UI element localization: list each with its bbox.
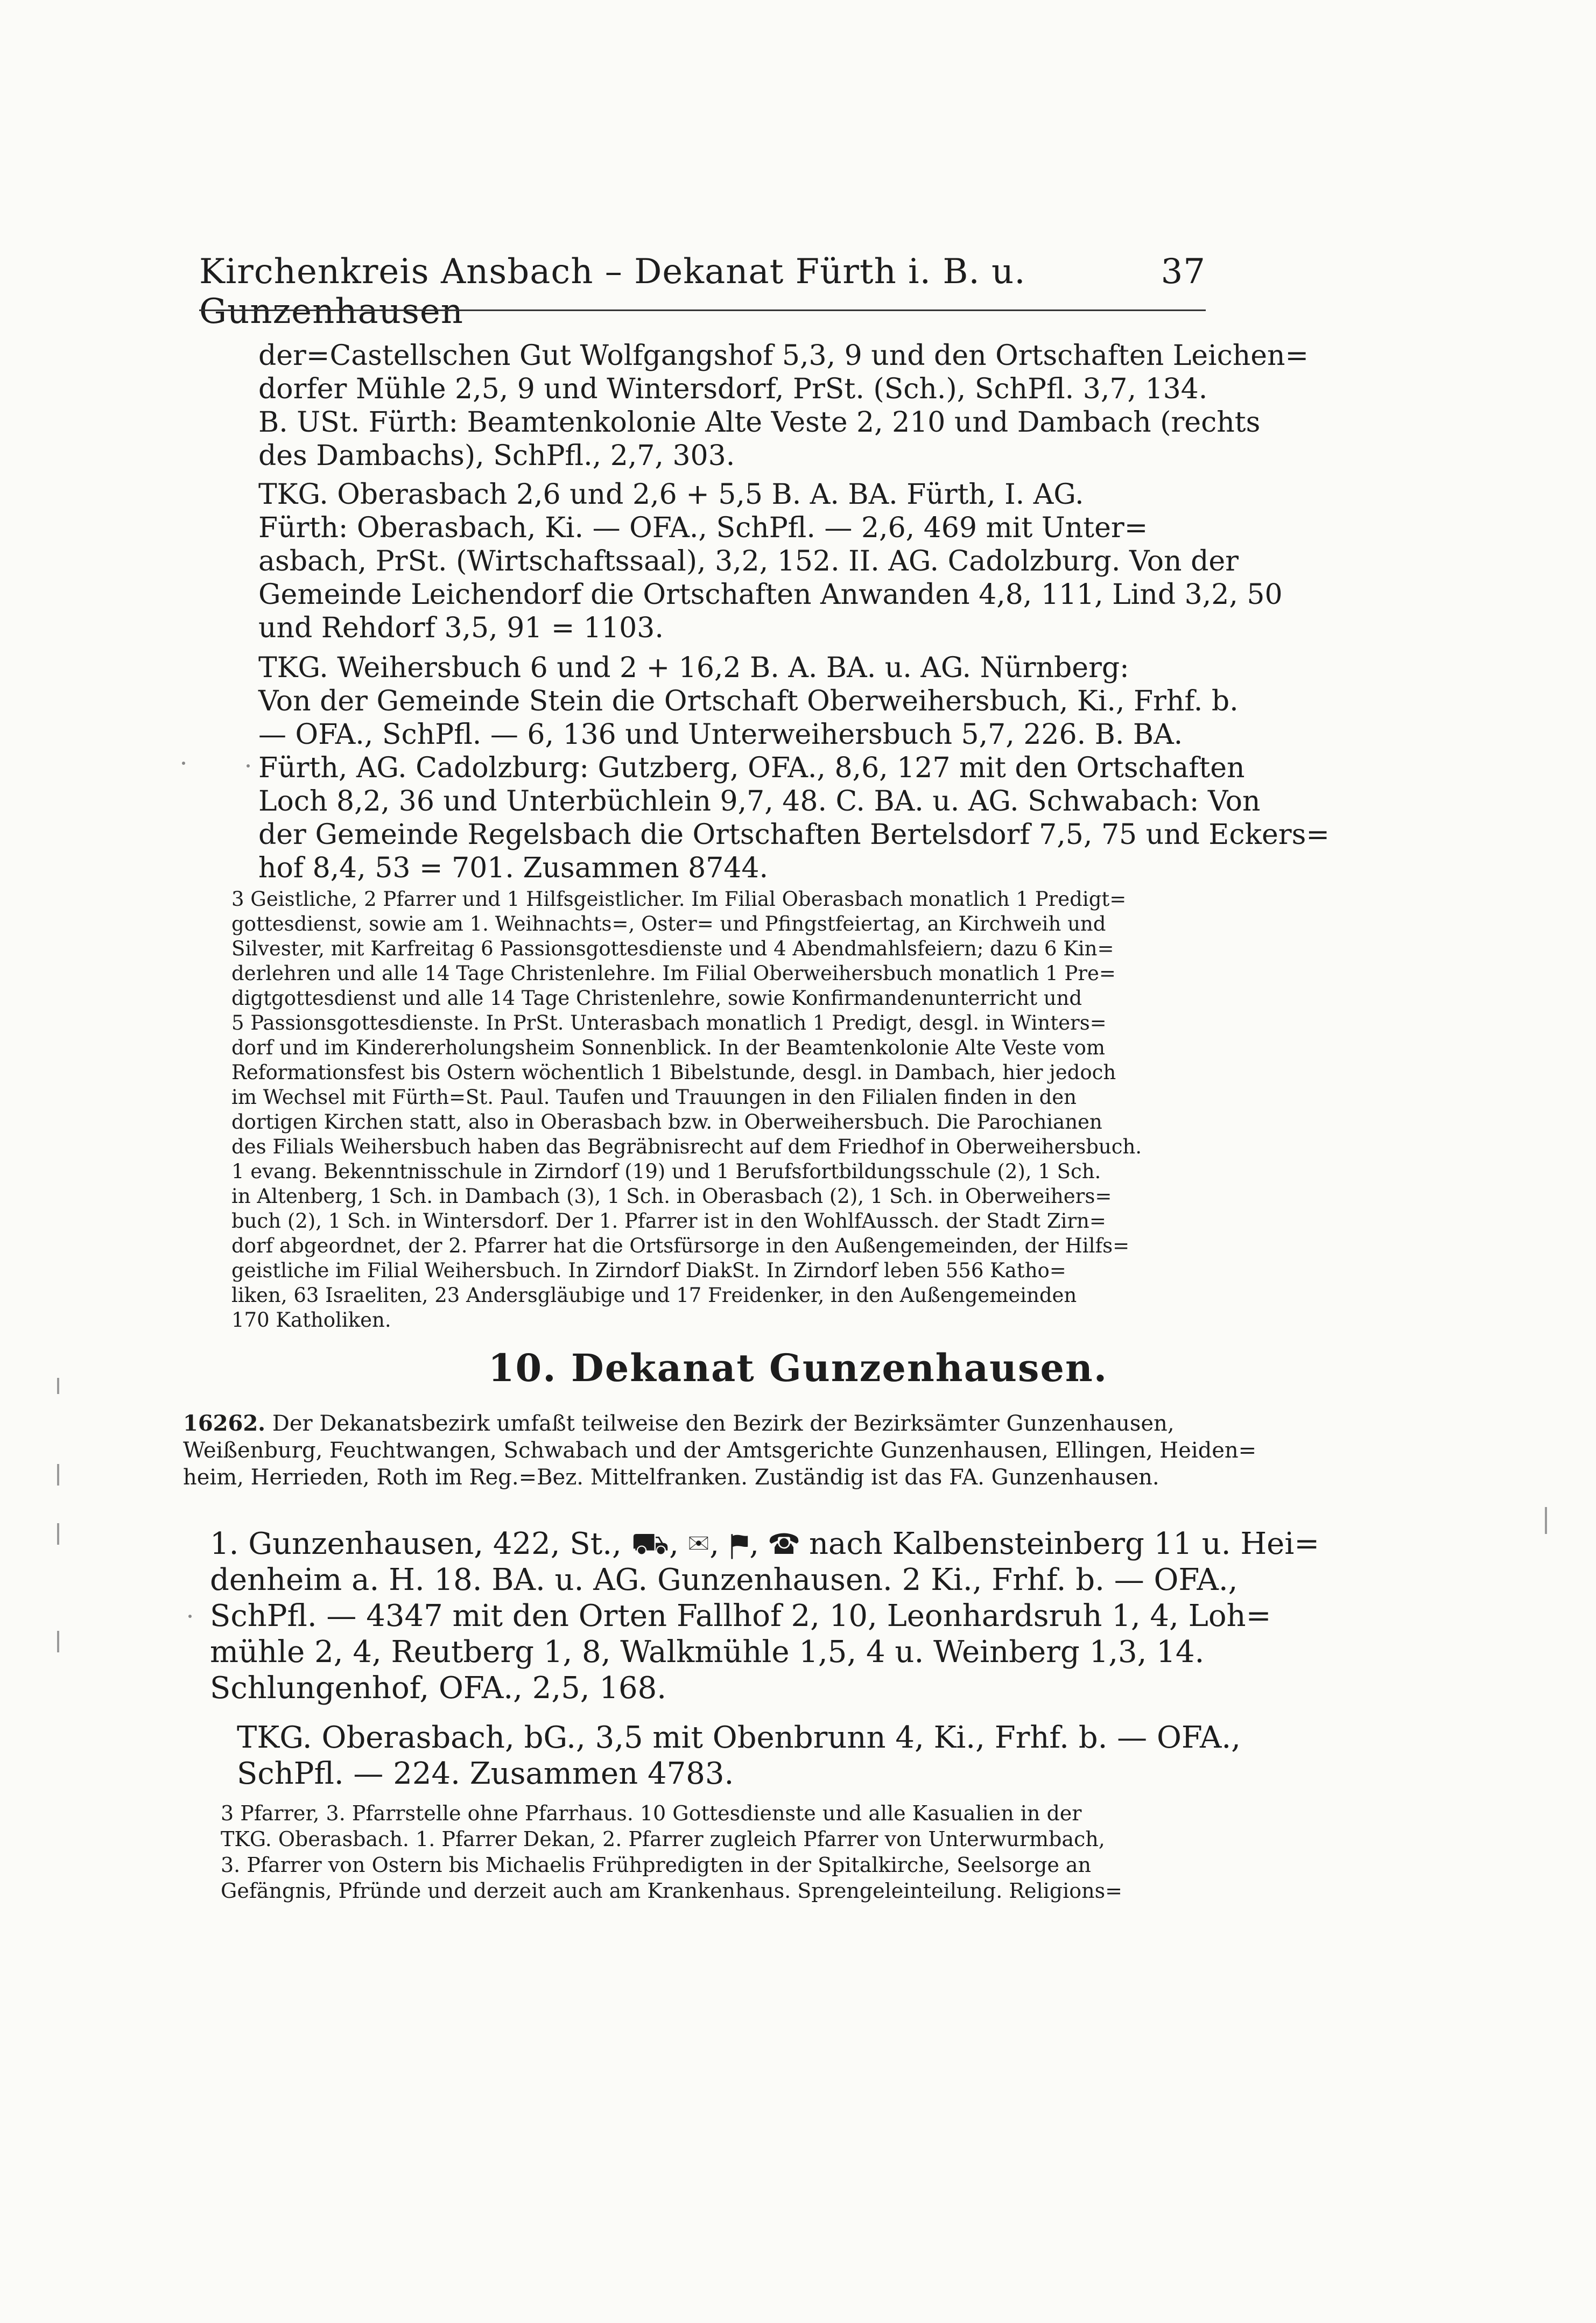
text-line: 16262. Der Dekanatsbezirk umfaßt teilweise den Bezirk der Bezirksämter Gunzenhausen, bbox=[183, 1411, 1175, 1436]
note-line: geistliche im Filial Weihersbuch. In Zirndorf DiakSt. In Zirndorf leben 556 Katho= bbox=[231, 1259, 1066, 1282]
note-line: digtgottesdienst und alle 14 Tage Christenlehre, sowie Konfirmandenunterricht und bbox=[231, 987, 1082, 1010]
note-line: 3 Pfarrer, 3. Pfarrstelle ohne Pfarrhaus. 10 Gottesdienste und alle Kasualien in der bbox=[221, 1801, 1082, 1825]
note-line: dorf und im Kindererholungsheim Sonnenblick. In der Beamtenkolonie Alte Veste vom bbox=[231, 1036, 1106, 1059]
text-line: Gemeinde Leichendorf die Ortschaften Anwanden 4,8, 111, Lind 3,2, 50 bbox=[258, 579, 1283, 611]
text-line: und Rehdorf 3,5, 91 = 1103. bbox=[258, 612, 664, 644]
scan-dot bbox=[182, 762, 185, 765]
scan-mark bbox=[57, 1523, 59, 1545]
note-line: 1 evang. Bekenntnisschule in Zirndorf (19) und 1 Berufsfortbildungsschule (2), 1 Sch. bbox=[231, 1160, 1101, 1183]
section-title: 10. Dekanat Gunzenhausen. bbox=[488, 1346, 1108, 1390]
text-line: SchPfl. — 224. Zusammen 4783. bbox=[237, 1756, 734, 1791]
footnote-fuerth bbox=[231, 887, 1200, 1333]
text-line: asbach, PrSt. (Wirtschaftssaal), 3,2, 152. II. AG. Cadolzburg. Von der bbox=[258, 545, 1239, 578]
note-line: des Filials Weihersbuch haben das Begräbnisrecht auf dem Friedhof in Oberweihersbuch. bbox=[231, 1135, 1142, 1158]
note-line: 170 Katholiken. bbox=[231, 1308, 391, 1332]
note-line: buch (2), 1 Sch. in Wintersdorf. Der 1. Pfarrer ist in den WohlfAussch. der Stadt Zirn= bbox=[231, 1209, 1106, 1233]
running-header bbox=[199, 252, 1206, 332]
text-line: der Gemeinde Regelsbach die Ortschaften Bertelsdorf 7,5, 75 und Eckers= bbox=[258, 819, 1330, 851]
note-line: Silvester, mit Karfreitag 6 Passionsgottesdienste und 4 Abendmahlsfeiern; dazu 6 Kin= bbox=[231, 937, 1114, 960]
paragraph-gunzenhausen bbox=[210, 1526, 1320, 1706]
note-line: dorf abgeordnet, der 2. Pfarrer hat die Ortsfürsorge in den Außengemeinden, der Hilfs= bbox=[231, 1234, 1130, 1257]
paragraph-continuation bbox=[258, 339, 1309, 473]
text-line: Weißenburg, Feuchtwangen, Schwabach und der Amtsgerichte Gunzenhausen, Ellingen, Heiden= bbox=[183, 1438, 1257, 1463]
note-line: 5 Passionsgottesdienste. In PrSt. Unterasbach monatlich 1 Predigt, desgl. in Winters= bbox=[231, 1011, 1107, 1034]
scan-mark bbox=[57, 1464, 59, 1486]
header-title: Kirchenkreis Ansbach – Dekanat Fürth i. B. u. Gunzenhausen bbox=[199, 252, 1026, 332]
entry-number: 16262. bbox=[183, 1411, 266, 1436]
note-line: Gefängnis, Pfründe und derzeit auch am Krankenhaus. Sprengeleinteilung. Religions= bbox=[221, 1879, 1122, 1903]
note-line: Reformationsfest bis Ostern wöchentlich 1 Bibelstunde, desgl. in Dambach, hier jedoch bbox=[231, 1061, 1116, 1084]
text-line: Fürth, AG. Cadolzburg: Gutzberg, OFA., 8,6, 127 mit den Ortschaften bbox=[258, 752, 1245, 784]
scan-mark bbox=[57, 1631, 59, 1652]
page-number: 37 bbox=[1161, 252, 1206, 292]
note-line: dortigen Kirchen statt, also in Oberasbach bzw. in Oberweihersbuch. Die Parochianen bbox=[231, 1110, 1102, 1134]
note-line: TKG. Oberasbach. 1. Pfarrer Dekan, 2. Pfarrer zugleich Pfarrer von Unterwurmbach, bbox=[221, 1827, 1105, 1851]
text-line: Von der Gemeinde Stein die Ortschaft Oberweihersbuch, Ki., Frhf. b. bbox=[258, 685, 1239, 717]
note-line: 3. Pfarrer von Ostern bis Michaelis Frühpredigten in der Spitalkirche, Seelsorge an bbox=[221, 1853, 1092, 1877]
text-line: SchPfl. — 4347 mit den Orten Fallhof 2, 10, Leonhardsruh 1, 4, Loh= bbox=[210, 1599, 1271, 1634]
text-line: B. USt. Fürth: Beamtenkolonie Alte Veste 2, 210 und Dambach (rechts bbox=[258, 406, 1261, 439]
text-line: des Dambachs), SchPfl., 2,7, 303. bbox=[258, 440, 735, 472]
paragraph-dekanat-intro bbox=[183, 1410, 1257, 1491]
text-line: Fürth: Oberasbach, Ki. — OFA., SchPfl. — 2,6, 469 mit Unter= bbox=[258, 512, 1148, 544]
text-line: Schlungenhof, OFA., 2,5, 168. bbox=[210, 1671, 667, 1706]
scan-dot bbox=[188, 1615, 192, 1618]
text-line: dorfer Mühle 2,5, 9 und Wintersdorf, PrSt. (Sch.), SchPfl. 3,7, 134. bbox=[258, 373, 1208, 405]
paragraph-tkg-oberasbach bbox=[237, 1720, 1241, 1792]
paragraph-oberasbach bbox=[258, 478, 1283, 645]
header-rule bbox=[199, 309, 1206, 311]
text-line: 1. Gunzenhausen, 422, St., ⛟, ✉, ⚑, ☎ nach Kalbensteinberg 11 u. Hei= bbox=[210, 1526, 1320, 1561]
text-line: mühle 2, 4, Reutberg 1, 8, Walkmühle 1,5, 4 u. Weinberg 1,3, 14. bbox=[210, 1635, 1205, 1670]
scan-mark bbox=[1545, 1507, 1547, 1534]
note-line: im Wechsel mit Fürth=St. Paul. Taufen und Trauungen in den Filialen finden in den bbox=[231, 1086, 1077, 1109]
note-line: gottesdienst, sowie am 1. Weihnachts=, Oster= und Pfingstfeiertag, an Kirchweih und bbox=[231, 912, 1106, 935]
text-line: — OFA., SchPfl. — 6, 136 und Unterweihersbuch 5,7, 226. B. BA. bbox=[258, 719, 1183, 751]
text-line: hof 8,4, 53 = 701. Zusammen 8744. bbox=[258, 852, 769, 884]
scan-dot bbox=[247, 764, 250, 768]
scan-mark bbox=[57, 1378, 59, 1394]
note-line: in Altenberg, 1 Sch. in Dambach (3), 1 Sch. in Oberasbach (2), 1 Sch. in Oberweihers= bbox=[231, 1185, 1112, 1208]
text-line: TKG. Oberasbach 2,6 und 2,6 + 5,5 B. A. BA. Fürth, I. AG. bbox=[258, 478, 1084, 511]
text-line: heim, Herrieden, Roth im Reg.=Bez. Mittelfranken. Zuständig ist das FA. Gunzenhausen. bbox=[183, 1465, 1159, 1490]
text-line: der=Castellschen Gut Wolfgangshof 5,3, 9 und den Ortschaften Leichen= bbox=[258, 340, 1309, 372]
text-line: Loch 8,2, 36 und Unterbüchlein 9,7, 48. C. BA. u. AG. Schwabach: Von bbox=[258, 785, 1261, 818]
note-line: derlehren und alle 14 Tage Christenlehre. Im Filial Oberweihersbuch monatlich 1 Pre= bbox=[231, 962, 1116, 985]
note-line: liken, 63 Israeliten, 23 Andersgläubige und 17 Freidenker, in den Außengemeinden bbox=[231, 1284, 1077, 1307]
text-line: denheim a. H. 18. BA. u. AG. Gunzenhausen. 2 Ki., Frhf. b. — OFA., bbox=[210, 1562, 1238, 1597]
footnote-gunzenhausen bbox=[221, 1800, 1206, 1904]
text-line: TKG. Weihersbuch 6 und 2 + 16,2 B. A. BA. u. AG. Nürnberg: bbox=[258, 652, 1129, 684]
text-line: TKG. Oberasbach, bG., 3,5 mit Obenbrunn 4, Ki., Frhf. b. — OFA., bbox=[237, 1720, 1241, 1755]
paragraph-weihersbuch bbox=[258, 651, 1330, 885]
note-line: 3 Geistliche, 2 Pfarrer und 1 Hilfsgeistlicher. Im Filial Oberasbach monatlich 1 Predigt= bbox=[231, 888, 1127, 911]
